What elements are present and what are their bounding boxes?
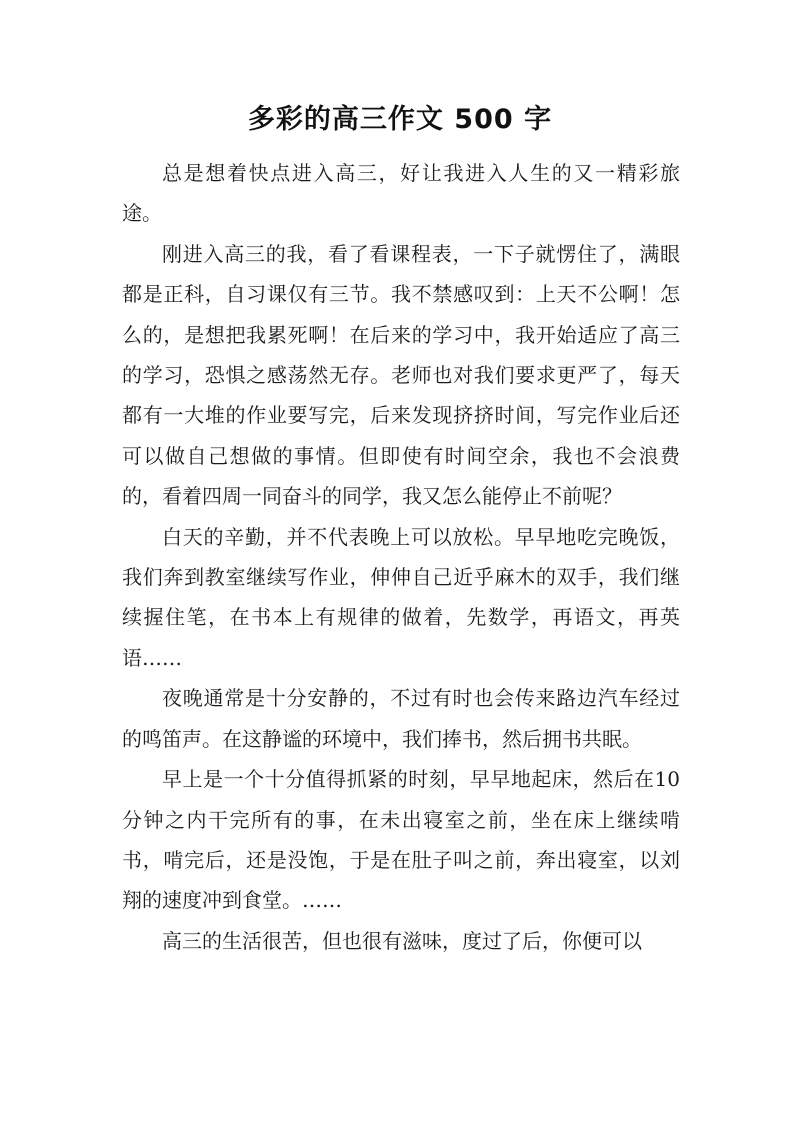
- paragraph-3: 白天的辛勤，并不代表晚上可以放松。早早地吃完晚饭，我们奔到教室继续写作业，伸伸自己近乎麻木的双手，我们继续握住笔，在书本上有规律的做着，先数学，再语文，再英语……: [122, 524, 680, 670]
- document-title: 多彩的高三作文 500 字: [247, 104, 553, 135]
- paragraph-6: 高三的生活很苦，但也很有滋味，度过了后，你便可以: [162, 928, 642, 953]
- paragraph-4: 夜晚通常是十分安静的，不过有时也会传来路边汽车经过的鸣笛声。在这静谧的环境中，我们捧书，然后拥书共眠。: [122, 686, 680, 751]
- document-body: [122, 153, 680, 961]
- paragraph-5: 早上是一个十分值得抓紧的时刻，早早地起床，然后在10 分钟之内干完所有的事，在未出寝室之前，坐在床上继续啃书，啃完后，还是没饱，于是在肚子叫之前，奔出寝室，以刘翔的速度冲到食堂。……: [122, 767, 680, 913]
- paragraph-1: 总是想着快点进入高三，好让我进入人生的又一精彩旅途。: [122, 161, 680, 226]
- paragraph-2: 刚进入高三的我，看了看课程表，一下子就愣住了，满眼都是正科，自习课仅有三节。我不禁感叹到：上天不公啊！怎么的，是想把我累死啊！在后来的学习中，我开始适应了高三的学习，恐惧之感荡然无存。老师也对我们要求更严了，每天都有一大堆的作业要写完，后来发现挤挤时间，写完作业后还可以做自己想做的事情。但即使有时间空余，我也不会浪费的，看着四周一同奋斗的同学，我又怎么能停止不前呢？: [122, 241, 680, 509]
